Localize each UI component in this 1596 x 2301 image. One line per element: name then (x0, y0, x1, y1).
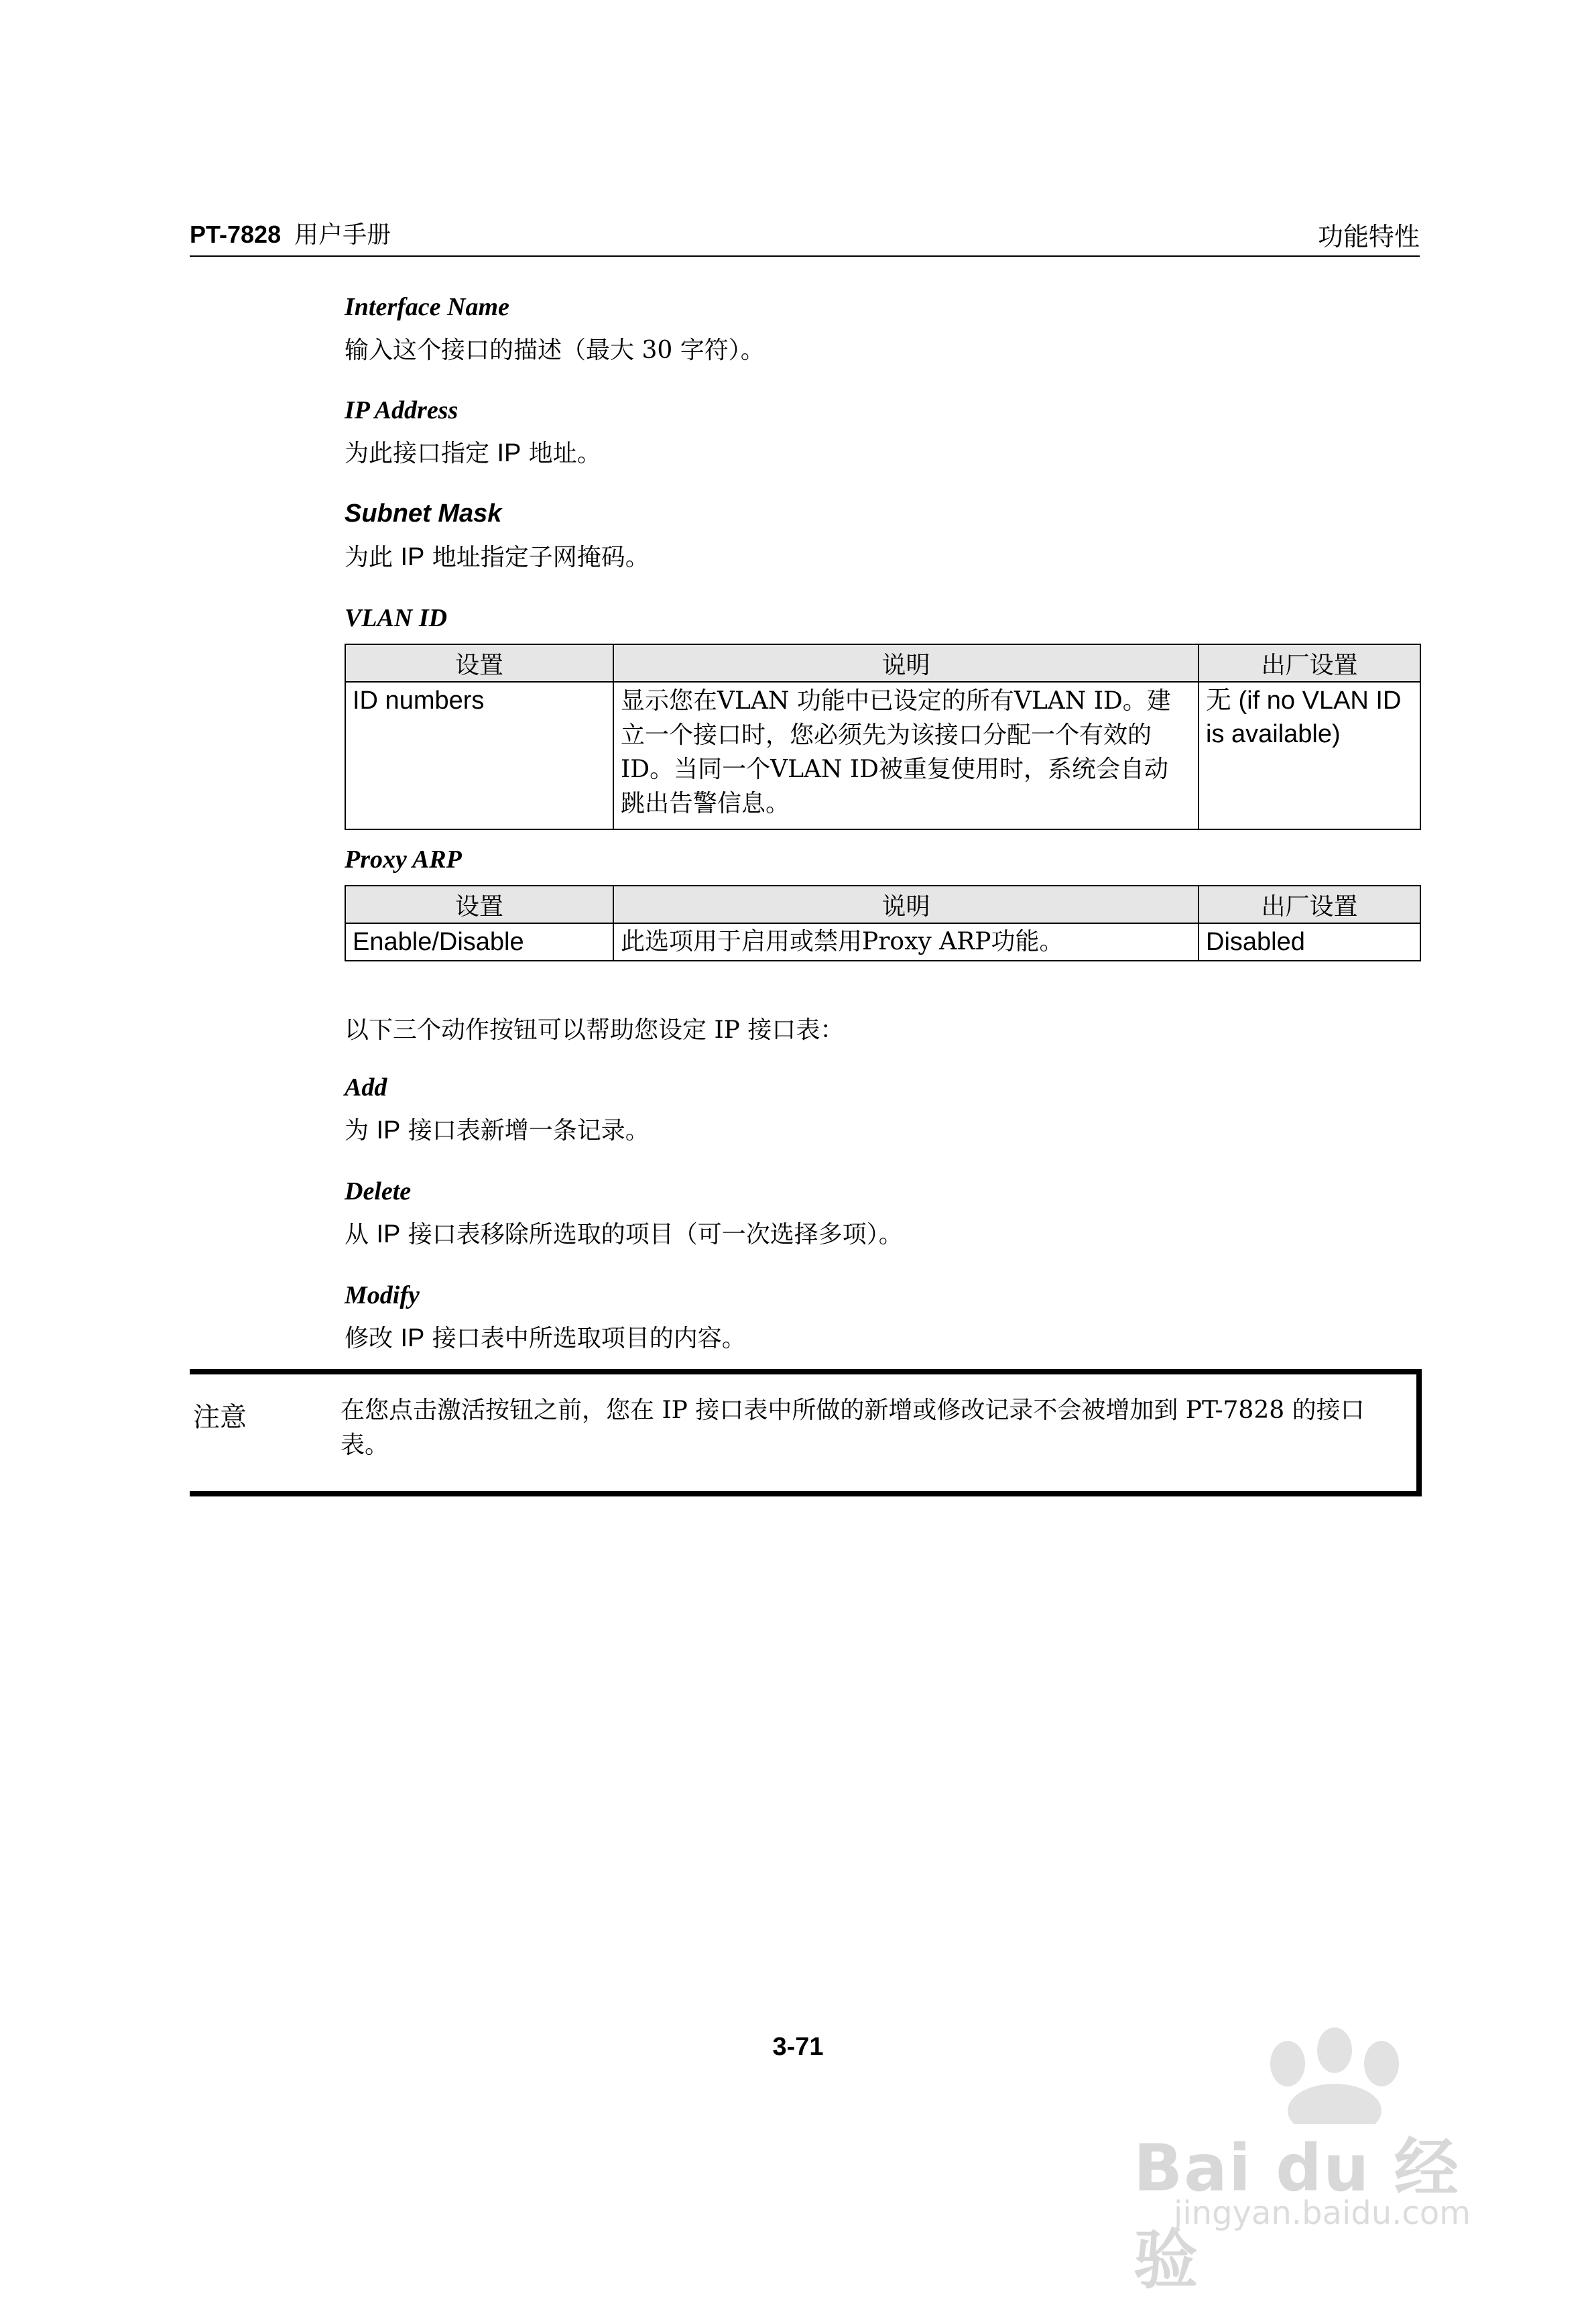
table-header-description: 说明 (613, 886, 1199, 923)
header-section: 功能特性 (1317, 223, 1420, 251)
paw-icon (1133, 2017, 1509, 2124)
proxy-setting-cell: Enable/Disable (345, 923, 613, 961)
actions-intro: 以下三个动作按钮可以帮助您设定 IP 接口表： (345, 1016, 845, 1044)
proxy-arp-table (345, 885, 1421, 961)
table-header-default: 出厂设置 (1199, 644, 1420, 682)
text-segment: IP (376, 1220, 401, 1248)
page-number: 3-71 (772, 2033, 824, 2061)
section-title-modify: Modify (345, 1281, 420, 1309)
header-manual-title: 用户手册 (294, 221, 391, 248)
text-segment: 为 (345, 1117, 377, 1144)
section-body-add (345, 1112, 650, 1146)
table-header-setting: 设置 (345, 644, 613, 682)
note-label: 注意 (193, 1402, 247, 1433)
watermark-brand: Bai du 经验 (1133, 2131, 1460, 2298)
text-segment: 从 (345, 1221, 377, 1248)
table-header-description: 说明 (613, 644, 1199, 682)
vlan-id-table (345, 644, 1421, 830)
section-title-delete: Delete (345, 1177, 412, 1205)
text-segment: 为此 (345, 544, 401, 571)
text-segment: 地址。 (521, 440, 601, 467)
section-body-subnet-mask (345, 538, 650, 573)
header-model: PT-7828 (190, 221, 282, 248)
table-header-default: 出厂设置 (1199, 886, 1420, 923)
watermark-url: jingyan.baidu.com (1174, 2194, 1471, 2232)
proxy-description-cell: 此选项用于启用或禁用Proxy ARP功能。 (613, 923, 1199, 961)
vlan-description-cell: 显示您在VLAN 功能中已设定的所有VLAN ID。建立一个接口时，您必须先为该接口分配一个有效的ID。当同一个VLAN ID被重复使用时，系统会自动跳出告警信息。 (613, 682, 1199, 829)
vlan-setting-cell: ID numbers (345, 682, 613, 829)
section-title-ip-address: IP Address (345, 396, 458, 424)
section-body-delete (345, 1216, 903, 1250)
section-body-modify (345, 1319, 746, 1354)
table-header-row (345, 644, 1420, 682)
text-segment: 接口表新增一条记录。 (400, 1117, 650, 1144)
table-header-row (345, 886, 1420, 923)
table-row (345, 682, 1420, 829)
section-title-interface-name: Interface Name (345, 293, 509, 321)
vlan-default-cell: 无 (if no VLAN ID is available) (1199, 682, 1420, 829)
section-body-ip-address (345, 434, 601, 469)
baidu-watermark (1133, 2017, 1509, 2298)
section-title-add: Add (345, 1073, 387, 1102)
text-segment: IP (400, 1324, 425, 1352)
text-segment: IP (400, 543, 425, 571)
header-rule (190, 255, 1420, 257)
section-title-proxy-arp: Proxy ARP (345, 845, 462, 874)
note-text: 在您点击激活按钮之前，您在 IP 接口表中所做的新增或修改记录不会被增加到 PT-7828 的接口表。 (341, 1397, 1365, 1459)
text-segment: IP (497, 439, 521, 467)
text-segment: 为此接口指定 (345, 440, 497, 467)
text-segment: 接口表移除所选取的项目（可一次选择多项）。 (400, 1221, 903, 1248)
table-row (345, 923, 1420, 961)
text-segment: 修改 (345, 1325, 401, 1352)
table-header-setting: 设置 (345, 886, 613, 923)
text-segment: 地址指定子网掩码。 (424, 544, 650, 571)
text-segment: 接口表中所选取项目的内容。 (424, 1325, 746, 1352)
section-title-vlan-id: VLAN ID (345, 604, 448, 632)
section-body-interface-name: 输入这个接口的描述（最大 30 字符）。 (345, 337, 765, 364)
header-title (190, 216, 391, 250)
text-segment: IP (376, 1116, 401, 1144)
proxy-default-cell: Disabled (1199, 923, 1420, 961)
section-title-subnet-mask: Subnet Mask (345, 499, 502, 528)
